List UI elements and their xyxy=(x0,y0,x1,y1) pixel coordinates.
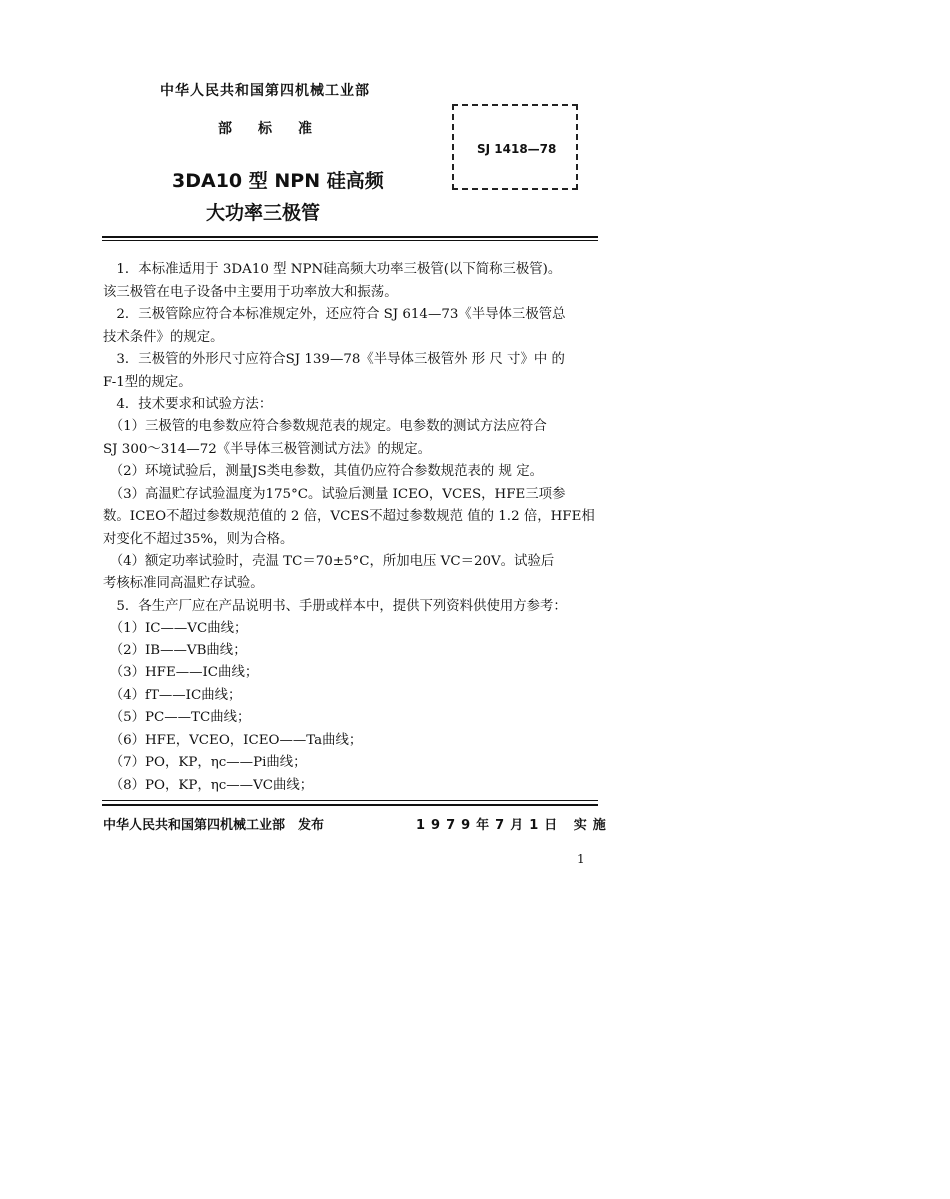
header-divider-thin xyxy=(102,240,598,241)
header-divider xyxy=(102,236,598,238)
curve-list-item: （3）HFE——IC曲线； xyxy=(103,665,259,680)
ministry-name: 中华人民共和国第四机械工业部 xyxy=(160,83,370,99)
standard-type: 部标准 xyxy=(218,121,338,137)
body-line: 5．各生产厂应在产品说明书、手册或样本中，提供下列资料供使用方参考： xyxy=(103,599,567,614)
curve-list-item: （7）PO，KP，ηc——Pi曲线； xyxy=(103,755,307,770)
curve-list-item: （6）HFE，VCEO，ICEO——Ta曲线； xyxy=(103,733,363,748)
body-line: （2）环境试验后，测量JS类电参数，其值仍应符合参数规范表的 规 定。 xyxy=(103,464,543,479)
standard-code: SJ 1418—78 xyxy=(477,142,557,156)
document-title-line2: 大功率三极管 xyxy=(206,202,321,224)
curve-list-item: （1）IC——VC曲线； xyxy=(103,621,248,636)
curve-list-item: （8）PO，KP，ηc——VC曲线； xyxy=(103,778,314,793)
body-line: 考核标准同高温贮存试验。 xyxy=(103,576,264,591)
body-line: 3．三极管的外形尺寸应符合SJ 139—78《半导体三极管外 形 尺 寸》中 的 xyxy=(103,352,565,367)
body-line: SJ 300～314—72《半导体三极管测试方法》的规定。 xyxy=(103,442,431,457)
document-title-line1: 3DA10 型 NPN 硅高频 xyxy=(172,170,384,192)
body-line: 4．技术要求和试验方法： xyxy=(103,397,273,412)
curve-list-item: （4）fT——IC曲线； xyxy=(103,688,242,703)
body-line: 该三极管在电子设备中主要用于功率放大和振荡。 xyxy=(103,285,398,300)
footer-divider-thin xyxy=(102,800,598,801)
body-line: 技术条件》的规定。 xyxy=(103,330,224,345)
page-number: 1 xyxy=(577,852,585,866)
body-line: 数。ICEO不超过参数规范值的 2 倍，VCES不超过参数规范 值的 1.2 倍，HFE相 xyxy=(103,509,595,524)
body-line: 对变化不超过35%，则为合格。 xyxy=(103,532,294,547)
body-line: 1．本标准适用于 3DA10 型 NPN硅高频大功率三极管(以下简称三极管)。 xyxy=(103,262,562,277)
body-line: （3）高温贮存试验温度为175°C。试验后测量 ICEO，VCES，HFE三项参 xyxy=(103,487,566,502)
curve-list-item: （2）IB——VB曲线； xyxy=(103,643,247,658)
publisher: 中华人民共和国第四机械工业部 发布 xyxy=(103,818,325,833)
effective-date: 1979年7月1日 实施 xyxy=(416,818,612,833)
body-line: F-1型的规定。 xyxy=(103,375,192,390)
body-line: （1）三极管的电参数应符合参数规范表的规定。电参数的测试方法应符合 xyxy=(103,419,547,434)
curve-list-item: （5）PC——TC曲线； xyxy=(103,710,251,725)
footer-divider xyxy=(102,804,598,806)
body-line: 2．三极管除应符合本标准规定外，还应符合 SJ 614—73《半导体三极管总 xyxy=(103,307,566,322)
body-line: （4）额定功率试验时，壳温 TC＝70±5°C，所加电压 VC＝20V。试验后 xyxy=(103,554,555,569)
